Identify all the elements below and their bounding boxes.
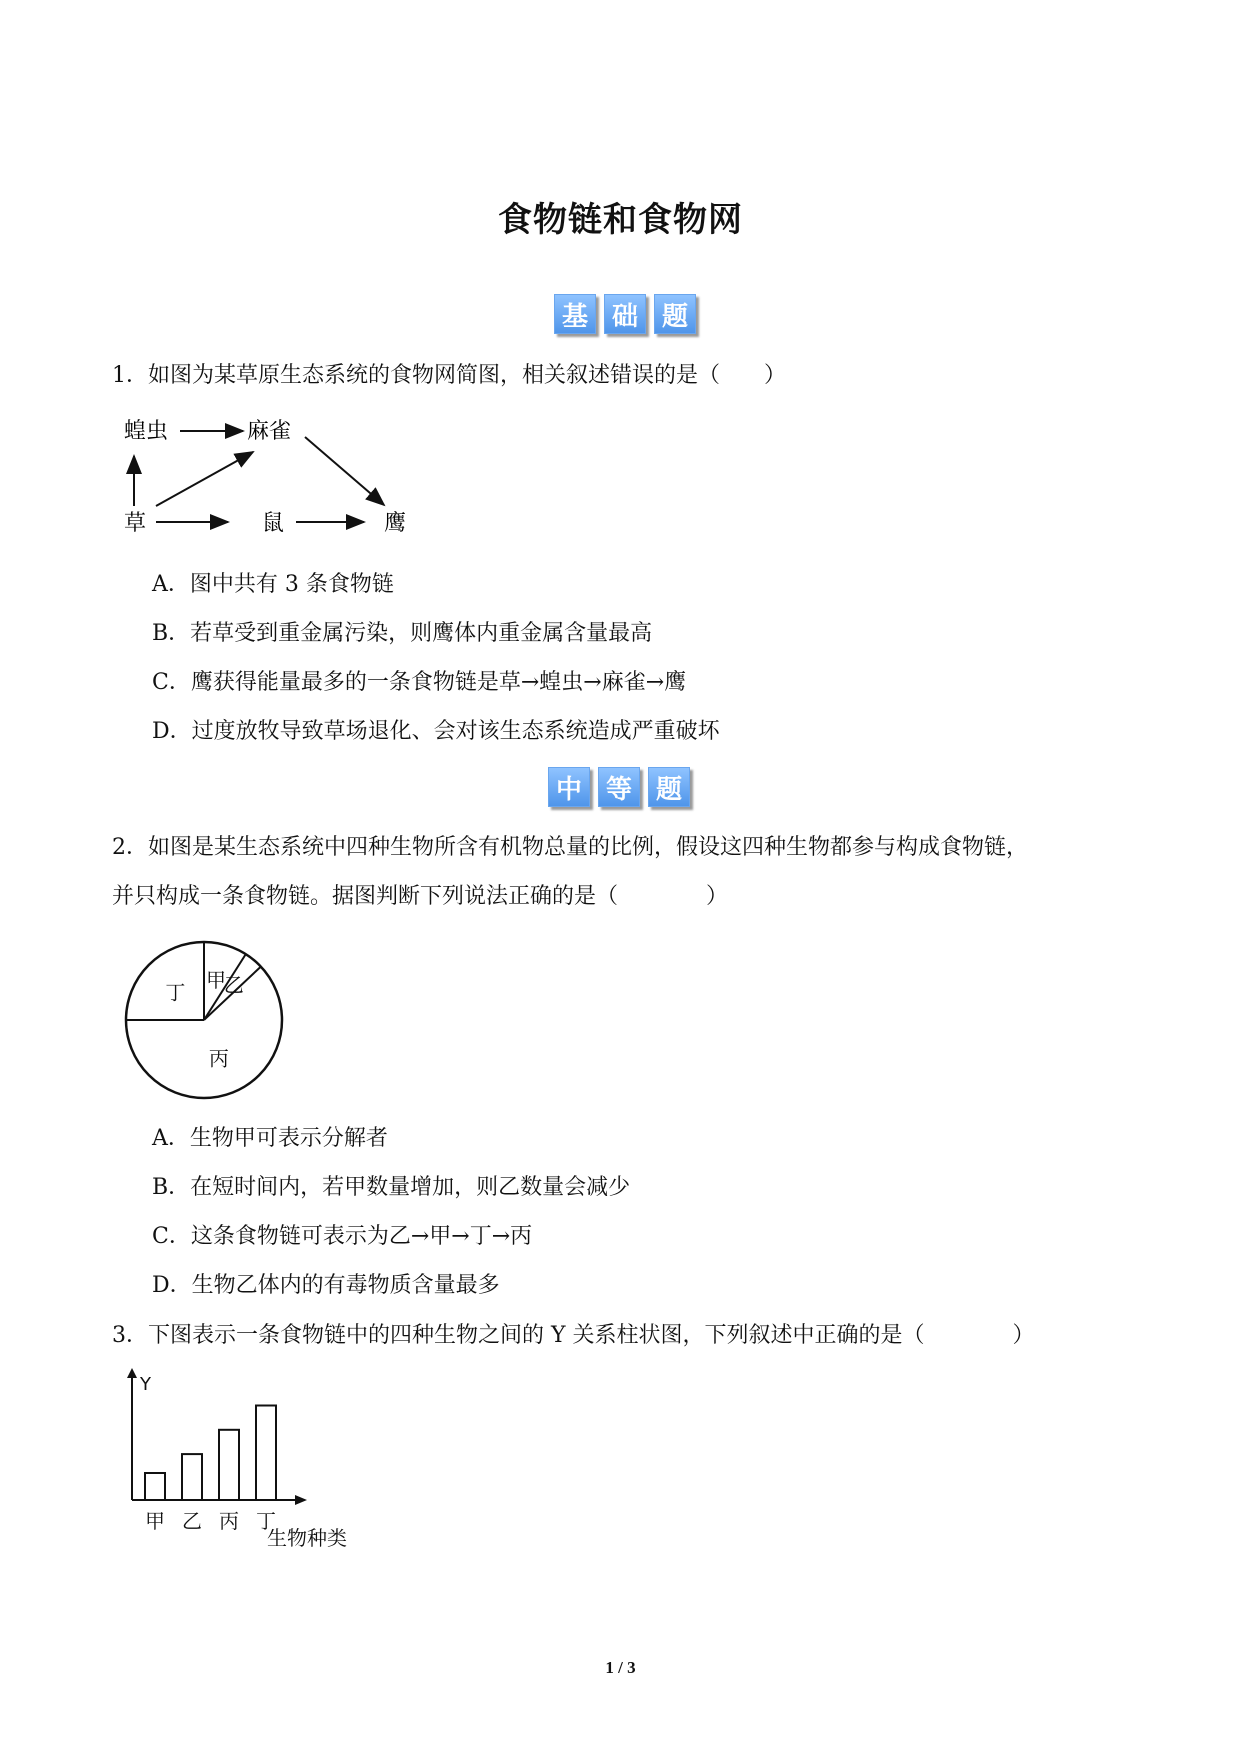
x-tick-label: 甲: [145, 1509, 165, 1533]
bar: [145, 1473, 165, 1500]
question-2-option-a: A．生物甲可表示分解者: [152, 1126, 388, 1151]
section-basic-char: 基: [554, 294, 596, 334]
bar-chart: [112, 1362, 412, 1572]
question-1-option-c: C．鹰获得能量最多的一条食物链是草→蝗虫→麻雀→鹰: [152, 670, 687, 695]
pie-chart: [112, 935, 292, 1105]
section-basic-char: 题: [654, 294, 696, 334]
question-1-option-b: B．若草受到重金属污染，则鹰体内重金属含量最高: [152, 621, 653, 646]
section-medium-char: 题: [648, 767, 690, 807]
question-3-text: 3．下图表示一条食物链中的四种生物之间的 Y 关系柱状图，下列叙述中正确的是（ ）: [112, 1323, 1035, 1348]
y-axis-label: Y: [140, 1374, 151, 1395]
question-2-option-d: D．生物乙体内的有毒物质含量最多: [152, 1273, 500, 1298]
bar: [219, 1430, 239, 1500]
pie-slice-label: 甲: [205, 967, 226, 992]
x-axis-label: 生物种类: [267, 1526, 347, 1550]
arrow-sparrow-eagle: [305, 437, 384, 505]
question-2-option-b: B．在短时间内，若甲数量增加，则乙数量会减少: [152, 1175, 631, 1200]
pie-slice-label: 乙: [223, 972, 244, 997]
question-2-text-line1: 2．如图是某生态系统中四种生物所含有机物总量的比例，假设这四种生物都参与构成食物链，: [112, 835, 1029, 860]
question-1-text: 1．如图为某草原生态系统的食物网简图，相关叙述错误的是（ ）: [112, 363, 786, 388]
node-eagle: 鹰: [384, 511, 407, 536]
x-tick-label: 丙: [219, 1509, 239, 1533]
question-2-text-line2: 并只构成一条食物链。据图判断下列说法正确的是（ ）: [112, 884, 729, 909]
section-basic-badge: [554, 294, 696, 334]
page-number: 1 / 3: [605, 1658, 636, 1677]
pie-slice-label: 丁: [165, 980, 186, 1005]
question-1-option-d: D．过度放牧导致草场退化、会对该生态系统造成严重破坏: [152, 719, 720, 744]
food-web-diagram: [112, 410, 432, 540]
x-tick-label: 丁: [256, 1509, 276, 1533]
node-mouse: 鼠: [262, 511, 285, 536]
node-grass: 草: [124, 511, 147, 536]
node-sparrow: 麻雀: [247, 419, 292, 444]
arrow-grass-sparrow: [156, 452, 253, 506]
page-title: 食物链和食物网: [498, 200, 743, 240]
x-axis-arrow: [295, 1495, 307, 1505]
bar: [182, 1454, 202, 1500]
section-medium-char: 等: [598, 767, 640, 807]
x-tick-label: 乙: [182, 1509, 202, 1533]
question-2-option-c: C．这条食物链可表示为乙→甲→丁→丙: [152, 1224, 533, 1249]
section-medium-badge: [548, 767, 690, 807]
question-1-option-a: A．图中共有 3 条食物链: [152, 572, 394, 597]
bar: [256, 1406, 276, 1501]
section-medium-char: 中: [548, 767, 590, 807]
pie-slice-label: 丙: [208, 1046, 229, 1071]
section-basic-char: 础: [604, 294, 646, 334]
node-locust: 蝗虫: [124, 419, 169, 444]
y-axis-arrow: [127, 1368, 137, 1378]
